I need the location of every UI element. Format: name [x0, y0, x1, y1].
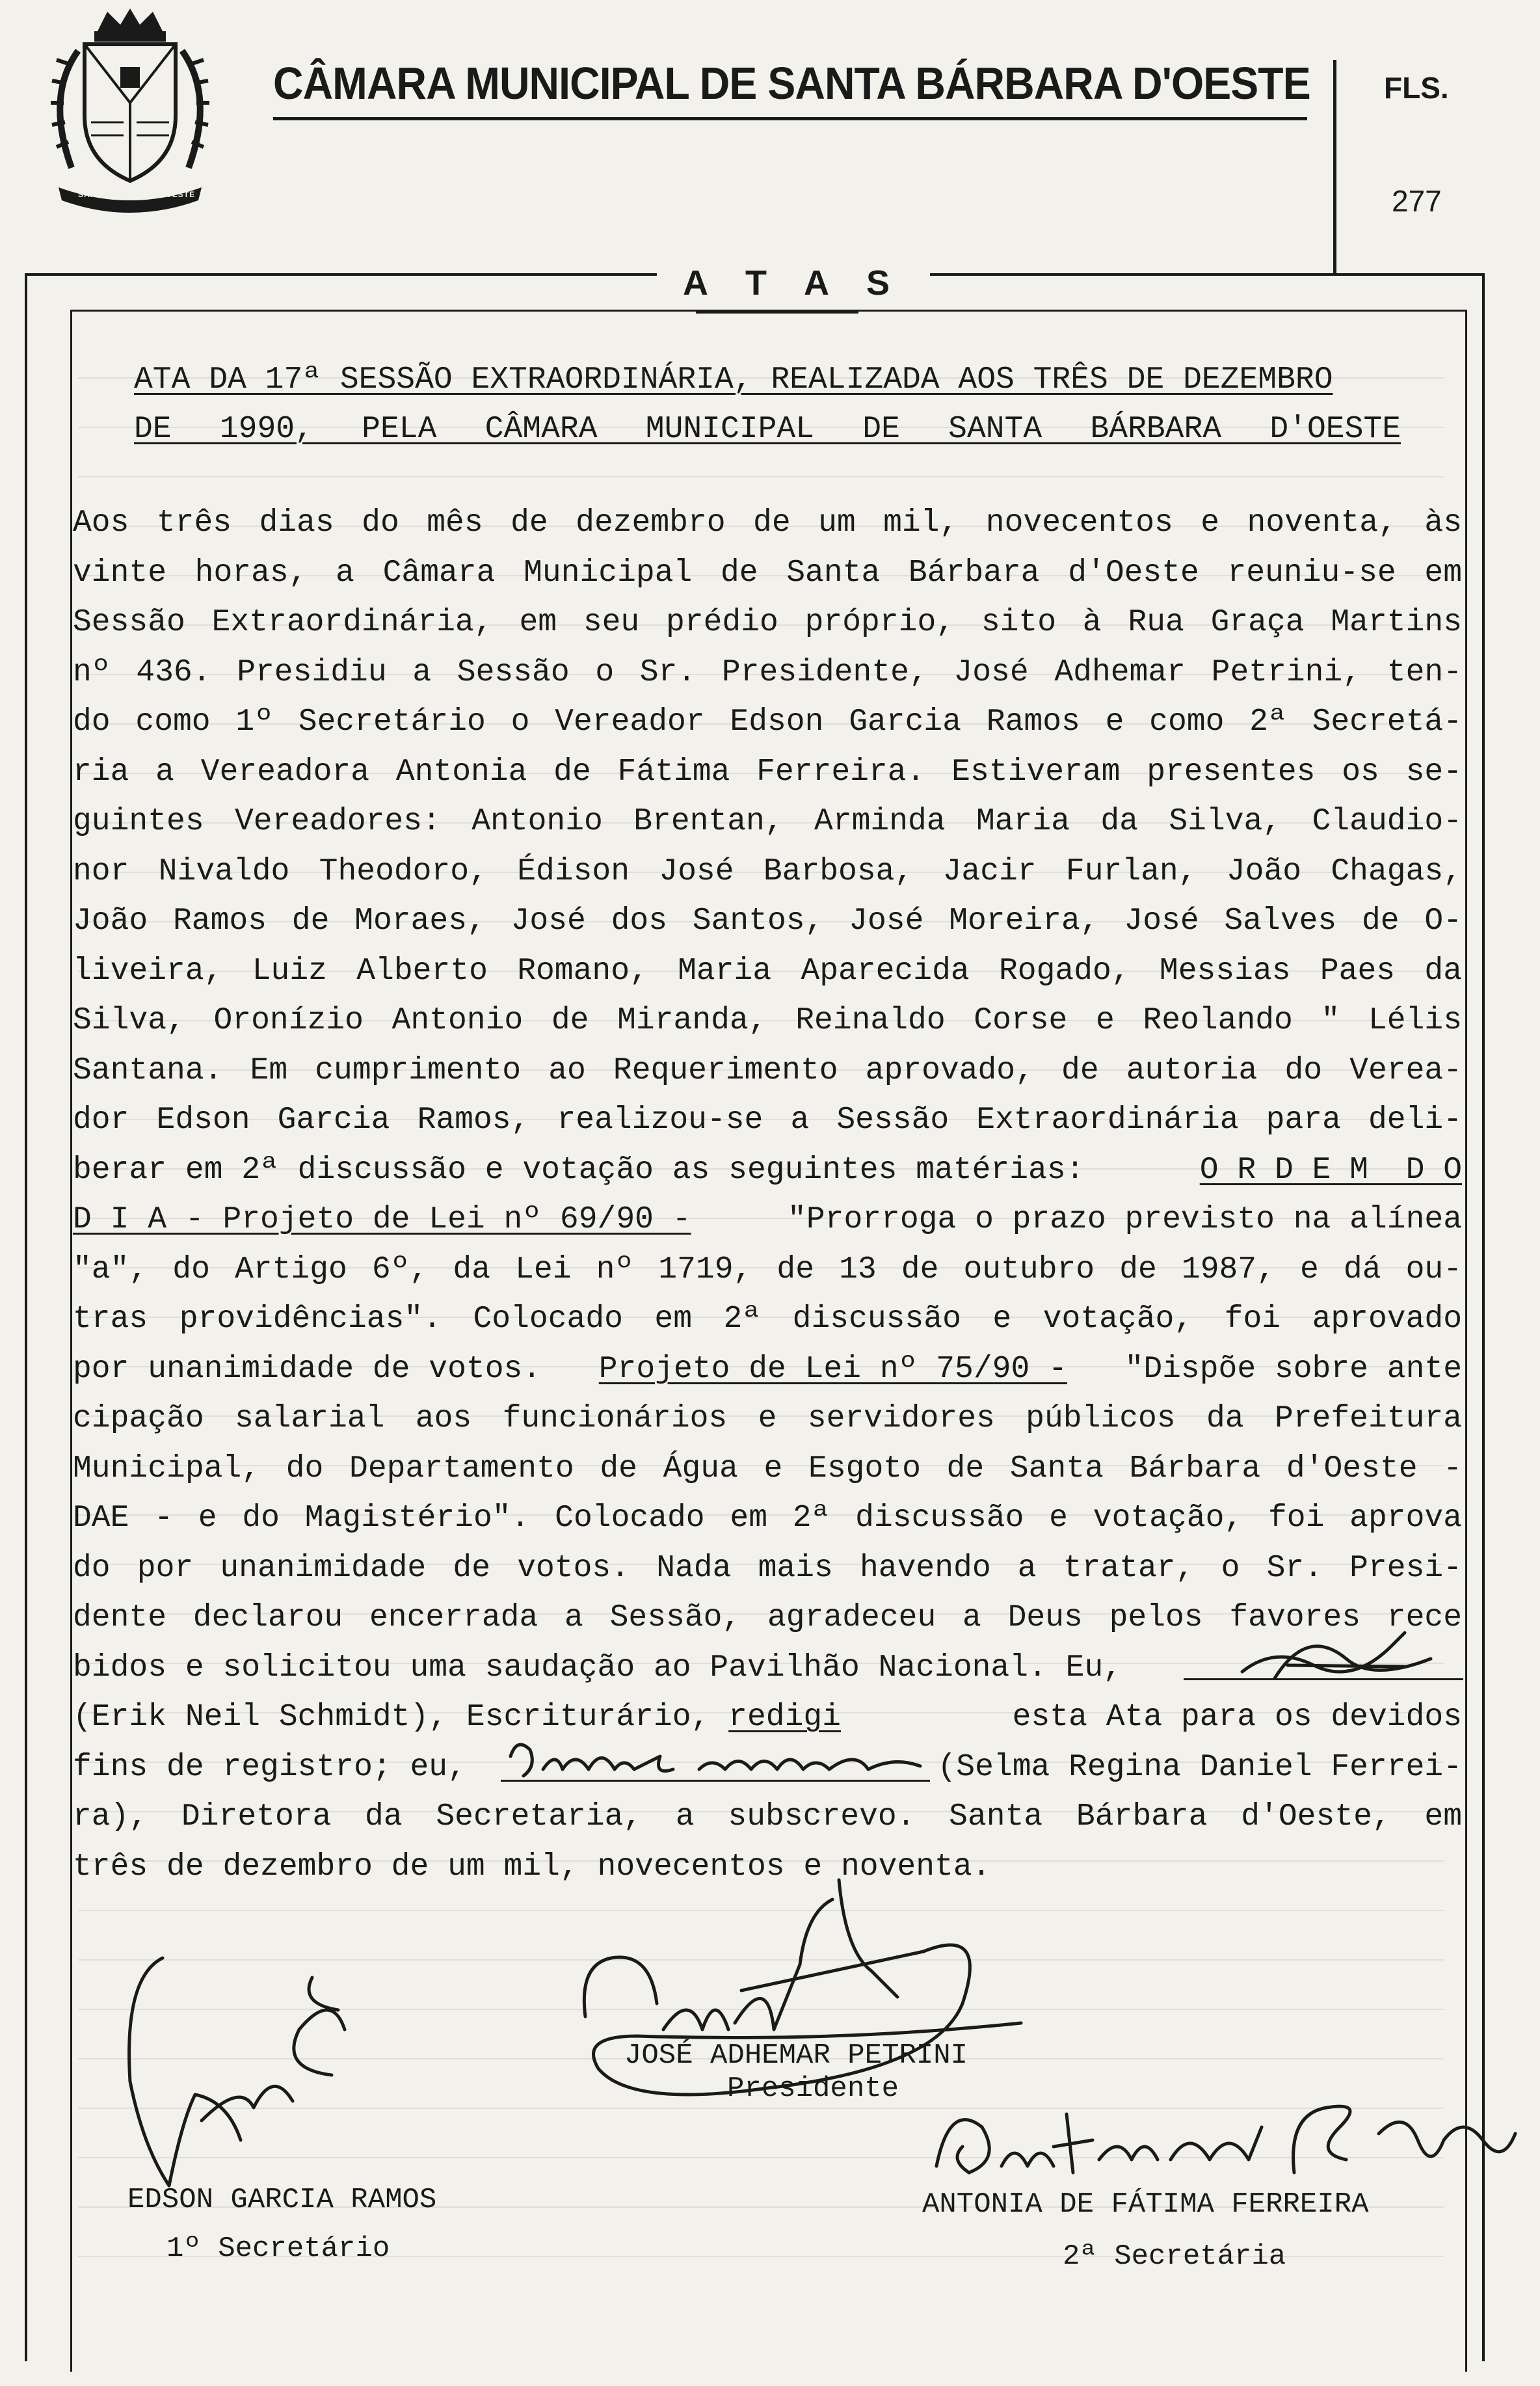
section-label-underline — [696, 311, 858, 314]
body-segment: esta Ata para os devidos — [993, 1700, 1462, 1735]
body-line: tras providências". Colocado em 2ª discussão e votação, foi aprovado — [73, 1302, 1462, 1337]
document-title-line-1: ATA DA 17ª SESSÃO EXTRAORDINÁRIA, REALIZADA AOS TRÊS DE DEZEMBRO — [134, 362, 1333, 397]
body-line: Santana. Em cumprimento ao Requerimento aprovado, de autoria do Verea- — [73, 1052, 1462, 1088]
body-line: Aos três dias do mês de dezembro de um mil, novecentos e noventa, às — [73, 505, 1462, 541]
fls-label: FLS. — [1384, 71, 1449, 105]
selma-ferreira-signature — [504, 1730, 933, 1789]
header-rule — [273, 117, 1307, 120]
second-secretary-name: ANTONIA DE FÁTIMA FERREIRA — [922, 2188, 1369, 2221]
second-secretary-signature — [923, 2088, 1522, 2199]
redigi-underlined: redigi — [728, 1700, 841, 1735]
erik-schmidt-initials-signature — [1236, 1620, 1444, 1691]
project-69-90-heading: D I A - Projeto de Lei nº 69/90 - — [73, 1202, 691, 1237]
project-75-90-heading: Projeto de Lei nº 75/90 - — [598, 1351, 1067, 1387]
body-line: guintes Vereadores: Antonio Brentan, Arminda Maria da Silva, Claudio- — [73, 804, 1462, 839]
body-segment: "Dispõe sobre ante — [1106, 1351, 1462, 1387]
body-line: Municipal, do Departamento de Água e Esgoto de Santa Bárbara d'Oeste - — [73, 1451, 1462, 1486]
body-line: vinte horas, a Câmara Municipal de Santa Bárbara d'Oeste reuniu-se em — [73, 555, 1462, 591]
body-line — [73, 1195, 1462, 1245]
first-secretary-name: EDSON GARCIA RAMOS — [127, 2184, 437, 2216]
body-line: "a", do Artigo 6º, da Lei nº 1719, de 13 de outubro de 1987, e dá ou- — [73, 1252, 1462, 1287]
chamber-name: CÂMARA MUNICIPAL DE SANTA BÁRBARA D'OESTE — [273, 58, 1310, 109]
body-line: ria a Vereadora Antonia de Fátima Ferreira. Estiveram presentes os se- — [73, 754, 1462, 790]
body-segment: por unanimidade de votos. — [73, 1351, 560, 1387]
body-line: três de dezembro de um mil, novecentos e noventa. — [73, 1849, 991, 1884]
president-name: JOSÉ ADHEMAR PETRINI — [624, 2039, 968, 2072]
body-line — [73, 1345, 1462, 1395]
second-secretary-role: 2ª Secretária — [1063, 2240, 1286, 2273]
body-line — [73, 1146, 1462, 1196]
body-line: Silva, Oronízio Antonio de Miranda, Reinaldo Corse e Reolando " Lélis — [73, 1003, 1462, 1038]
body-line: nº 436. Presidiu a Sessão o Sr. Presidente, José Adhemar Petrini, ten- — [73, 654, 1462, 690]
body-line: do como 1º Secretário o Vereador Edson Garcia Ramos e como 2ª Secretá- — [73, 704, 1462, 740]
body-line: cipação salarial aos funcionários e servidores públicos da Prefeitura — [73, 1401, 1462, 1436]
body-line: DAE - e do Magistério". Colocado em 2ª discussão e votação, foi aprova — [73, 1501, 1462, 1536]
document-title-line-2 — [134, 414, 1401, 445]
page-number: 277 — [1392, 184, 1442, 218]
body-line: dente declarou encerrada a Sessão, agradeceu a Deus pelos favores rece — [73, 1600, 1462, 1635]
section-label: A T A S — [657, 263, 930, 303]
body-line: ra), Diretora da Secretaria, a subscrevo. Santa Bárbara d'Oeste, em — [73, 1799, 1462, 1834]
coat-of-arms-logo — [33, 5, 228, 213]
body-segment: berar em 2ª discussão e votação as seguintes matérias: — [73, 1152, 1104, 1188]
body-line: João Ramos de Moraes, José dos Santos, José Moreira, José Salves de O- — [73, 904, 1462, 939]
body-line: bidos e solicitou uma saudação ao Pavilhão Nacional. Eu, — [73, 1650, 1122, 1685]
body-line: Sessão Extraordinária, em seu prédio próprio, sito à Rua Graça Martins — [73, 605, 1462, 640]
body-line: do por unanimidade de votos. Nada mais havendo a tratar, o Sr. Presi- — [73, 1550, 1462, 1586]
body-segment-text: (Erik Neil Schmidt), Escriturário, — [73, 1700, 729, 1735]
first-secretary-role: 1º Secretário — [166, 2232, 390, 2265]
body-line: dor Edson Garcia Ramos, realizou-se a Sessão Extraordinária para deli- — [73, 1103, 1462, 1138]
body-segment: (Selma Regina Daniel Ferrei- — [937, 1749, 1462, 1785]
body-segment: fins de registro; eu, — [73, 1749, 466, 1785]
ordem-do-dia-heading: O R D E M D O — [1199, 1152, 1462, 1188]
crest-ribbon-text: SANTA BÁRBARA D'OESTE — [78, 190, 196, 199]
body-line: nor Nivaldo Theodoro, Édison José Barbosa, Jacir Furlan, João Chagas, — [73, 853, 1462, 889]
document-title-line-2-text: DE 1990, PELA CÂMARA MUNICIPAL DE SANTA BÁRBARA D'OESTE — [134, 412, 1401, 447]
president-role: Presidente — [727, 2072, 899, 2105]
body-line: liveira, Luiz Alberto Romano, Maria Aparecida Rogado, Messias Paes da — [73, 953, 1462, 989]
fls-divider — [1333, 60, 1336, 276]
body-segment: "Prorroga o prazo previsto na alínea — [769, 1202, 1462, 1237]
